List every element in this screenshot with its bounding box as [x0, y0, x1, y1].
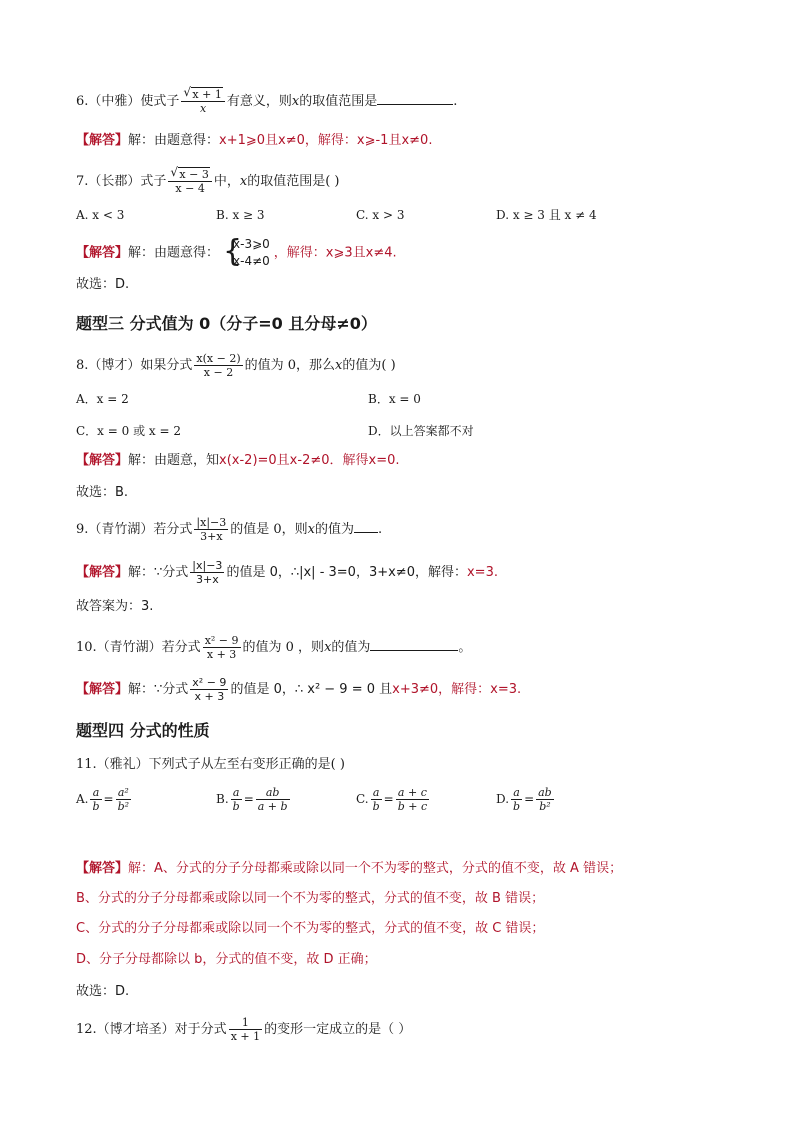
q7-fraction: √ x − 3 x − 4	[168, 168, 211, 195]
q8-conclusion: 故选：B.	[76, 485, 129, 500]
q7-answer: 【解答】解：由题意得： { x-3⩾0 x-4≠0 ，解得：x⩾3且x≠4.	[76, 234, 397, 269]
section-3-title: 题型三 分式值为 0（分子=0 且分母≠0）	[76, 314, 377, 333]
q12-fraction: $\frac{1}{x + 1}$	[230, 1016, 261, 1043]
q9-conclusion: 故答案为：3.	[76, 599, 154, 614]
q10-answer: 【解答】解：∵分式 $\frac{\text{x² − 9}}{x + 3}$ 的值是 0，∴ x² − 9 = 0 且x+3≠0，解得：x=3.	[76, 676, 522, 703]
q7-option-a[interactable]: A. x < 3	[76, 208, 125, 222]
q9-answer-fraction: $\frac{|x|-3}{3+x}$	[192, 559, 223, 586]
q9-question: 9.（青竹湖）若分式 $\frac{|x|-3}{3+x}$ 的值是 0，则x的值为 .	[76, 516, 383, 543]
q8-option-c[interactable]: C．x = 0 或 x = 2	[76, 424, 181, 438]
q11-answer-line-1: 【解答】解：A、分式的分子分母都乘或除以同一个不为零的整式，分式的值不变，故 A 错误；	[76, 861, 623, 876]
q10-answer-fraction: $\frac{\text{x² − 9}}{x + 3}$	[192, 676, 227, 703]
q11-answer-line-2: B、分式的分子分母都乘或除以同一个不为零的整式，分式的值不变，故 B 错误；	[76, 891, 545, 906]
q11-option-b[interactable]: B. $\frac{a}{b}$ = $\frac{ab}{a + b}$	[216, 786, 288, 813]
q7-option-c[interactable]: C. x > 3	[356, 208, 405, 222]
q11-option-a[interactable]: A. $\frac{a}{b}$ = $\frac{\text{a²}}{\text{b²}}$	[76, 786, 130, 813]
q7-question: 7.（长郡）式子 √ x − 3 x − 4 中，x的取值范围是( )	[76, 165, 340, 195]
q6-blank[interactable]	[377, 90, 453, 105]
q11-option-d[interactable]: D. $\frac{a}{b}$ = $\frac{ab}{\text{b²}}$	[496, 786, 552, 813]
q11-conclusion: 故选：D.	[76, 984, 130, 999]
q7-option-d[interactable]: D. x ≥ 3 且 x ≠ 4	[496, 208, 597, 222]
q7-option-b[interactable]: B. x ≥ 3	[216, 208, 265, 222]
q8-answer: 【解答】解：由题意，知x(x-2)=0且x-2≠0．解得x=0.	[76, 453, 400, 468]
q8-fraction: $\frac{x(x - 2)}{x - 2}$	[196, 352, 241, 379]
q6-answer: 【解答】解：由题意得：x+1⩾0且x≠0，解得：x⩾-1且x≠0.	[76, 133, 433, 148]
q10-question: 10.（青竹湖）若分式 $\frac{\text{x² − 9}}{x + 3}$ 的值为 0 ，则x的值为 。	[76, 634, 472, 661]
section-4-title: 题型四 分式的性质	[76, 721, 210, 740]
q9-blank[interactable]	[354, 518, 378, 533]
q11-option-c[interactable]: C. $\frac{a}{b}$ = $\frac{a + c}{b + c}$	[356, 786, 428, 813]
q8-option-d[interactable]: D．以上答案都不对	[368, 424, 474, 438]
q9-fraction: $\frac{|x|-3}{3+x}$	[196, 516, 227, 543]
q11-answer-line-3: C、分式的分子分母都乘或除以同一个不为零的整式，分式的值不变，故 C 错误；	[76, 921, 545, 936]
q7-conclusion: 故选：D.	[76, 277, 130, 292]
q7-equation-system: { x-3⩾0 x-4≠0	[223, 234, 270, 269]
q11-answer-line-4: D、分子分母都除以 b，分式的值不变，故 D 正确；	[76, 952, 377, 967]
q6-question: 6.（中雅）使式子 √ x + 1 x 有意义，则x的取值范围是 .	[76, 85, 458, 115]
q10-blank[interactable]	[370, 636, 458, 651]
q6-fraction: √ x + 1 x	[181, 88, 224, 115]
q10-fraction: $\frac{\text{x² − 9}}{x + 3}$	[204, 634, 239, 661]
q8-option-a[interactable]: A．x = 2	[76, 392, 129, 406]
q12-question: 12.（博才培圣）对于分式 $\frac{1}{x + 1}$ 的变形一定成立的是（ ）	[76, 1016, 412, 1043]
q9-answer: 【解答】解：∵分式 $\frac{|x|-3}{3+x}$ 的值是 0，∴|x| - 3=0，3+x≠0，解得：x=3.	[76, 559, 498, 586]
q8-option-b[interactable]: B．x = 0	[368, 392, 421, 406]
q8-question: 8.（博才）如果分式 $\frac{x(x - 2)}{x - 2}$ 的值为 0，那么x的值为( )	[76, 352, 396, 379]
q11-question: 11.（雅礼）下列式子从左至右变形正确的是( )	[76, 757, 345, 772]
